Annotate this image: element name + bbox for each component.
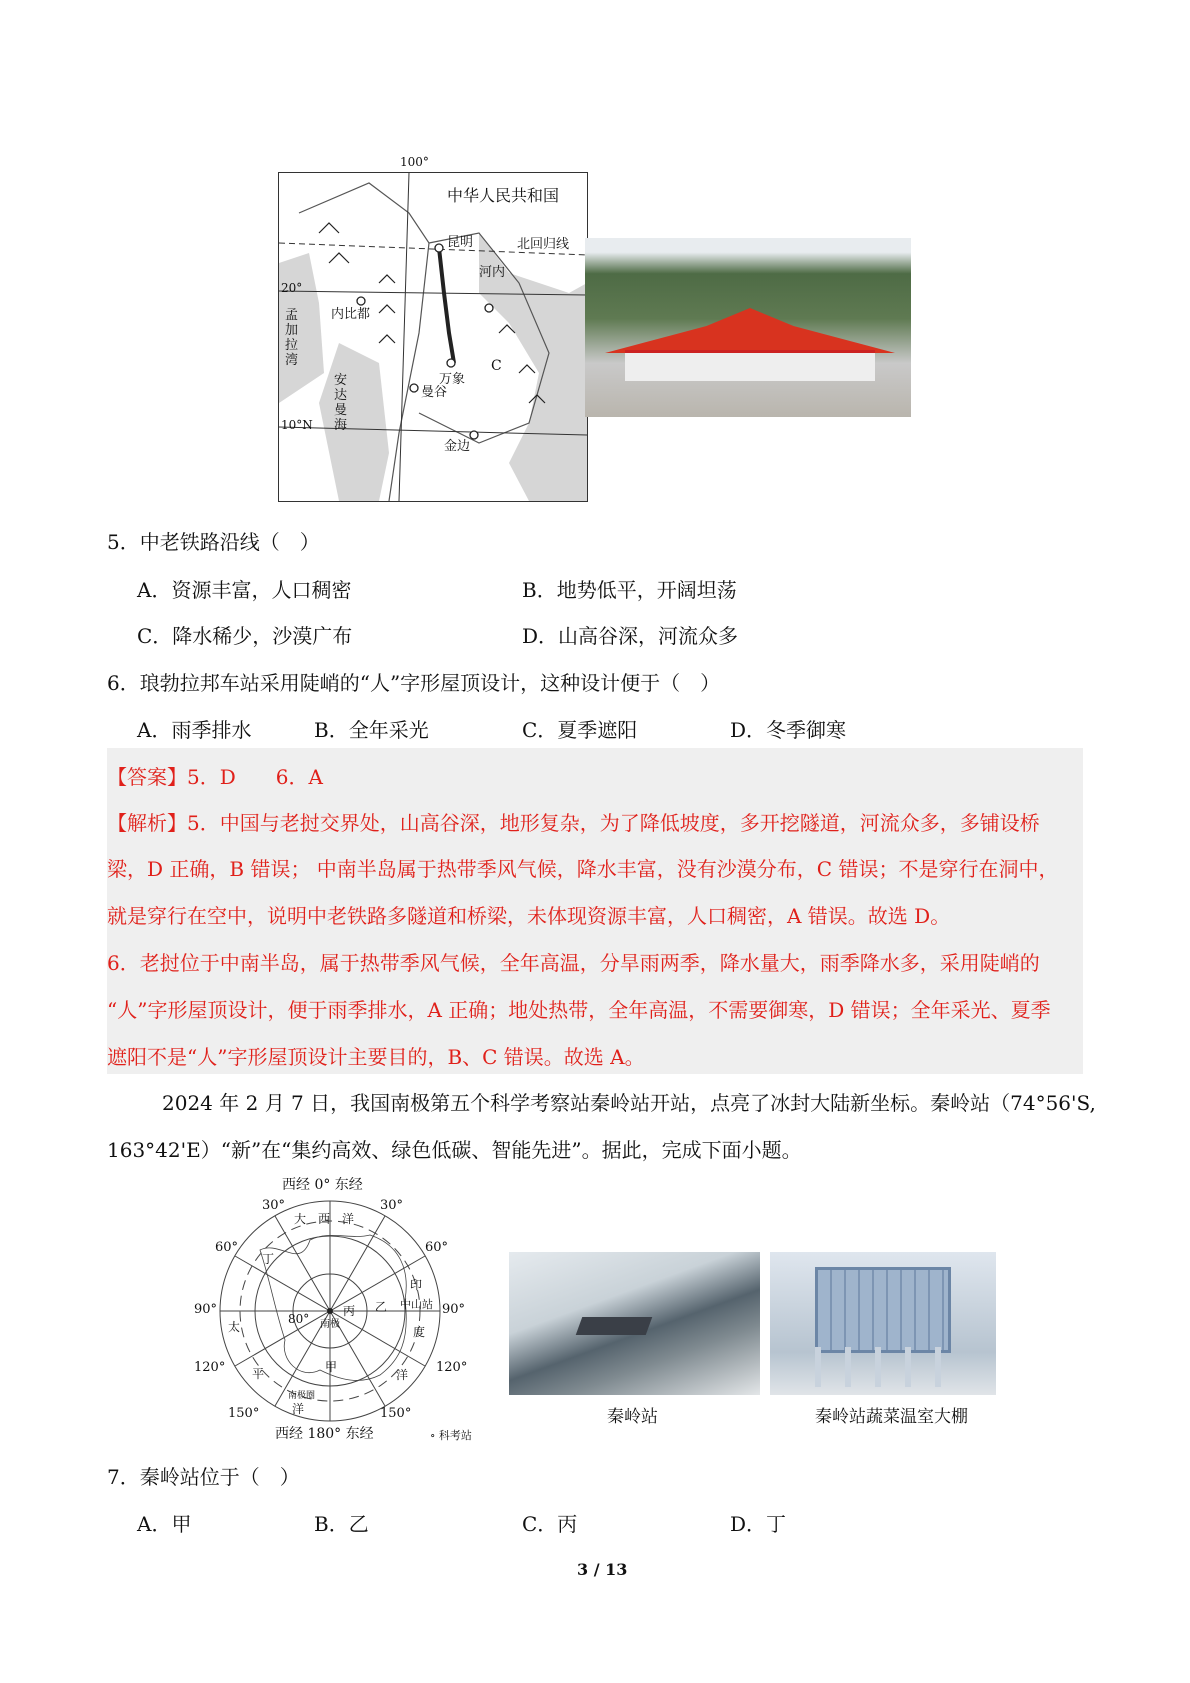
country-label: 中华人民共和国 <box>447 186 560 205</box>
luang-prabang-station-photo <box>585 238 911 417</box>
question-6: 6．琅勃拉邦车站采用陡峭的“人”字形屋顶设计，这种设计便于（ ） <box>107 671 721 695</box>
option-c: C．丙 <box>522 1512 578 1536</box>
legend-station: ∘ 科考站 <box>430 1429 472 1442</box>
ocean-label: 印 <box>410 1278 423 1292</box>
analysis-line: 就是穿行在空中，说明中老铁路多隧道和桥梁，未体现资源丰富，人口稠密，A 错误。故选 D。 <box>107 904 951 928</box>
south-pole-label: 南极 <box>320 1319 340 1330</box>
degree-label: 60° <box>215 1240 239 1255</box>
antarctica-polar-map <box>194 1177 490 1442</box>
analysis-line: 【解析】5．中国与老挝交界处，山高谷深，地形复杂，为了降低坡度，多开挖隧道，河流众多，多铺设桥 <box>107 811 1040 835</box>
lat-label: 10°N <box>281 418 313 432</box>
option-c: C．夏季遮阳 <box>522 718 638 742</box>
degree-label: 90° <box>194 1302 218 1317</box>
option-b: B．地势低平，开阔坦荡 <box>522 578 737 602</box>
analysis-line: 梁，D 正确，B 错误； 中南半岛属于热带季风气候，降水丰富，没有沙漠分布，C 错误；不是穿行在洞中， <box>107 857 1059 881</box>
option-b: B．乙 <box>314 1512 369 1536</box>
degree-label: 120° <box>436 1360 468 1375</box>
city-label: 万象 <box>439 372 466 387</box>
option-c: C．降水稀少，沙漠广布 <box>137 624 353 648</box>
indochina-railway-map <box>278 172 588 502</box>
photo-caption: 秦岭站 <box>607 1407 658 1427</box>
option-a: A．资源丰富，人口稠密 <box>137 578 352 602</box>
point-c-label: C <box>491 358 502 374</box>
city-label: 内比都 <box>331 307 371 322</box>
degree-label: 30° <box>262 1198 286 1213</box>
option-a: A．甲 <box>137 1512 192 1536</box>
analysis-line: 遮阳不是“人”字形屋顶设计主要目的，B、C 错误。故选 A。 <box>107 1045 645 1069</box>
analysis-line: 6．老挝位于中南半岛，属于热带季风气候，全年高温，分旱雨两季，降水量大，雨季降水多，采用陡峭的 <box>107 951 1040 975</box>
lon-label: 100° <box>400 155 429 169</box>
polar-bottom-label: 西经 180° 东经 <box>275 1426 374 1442</box>
ocean-label: 西 <box>318 1212 331 1226</box>
tropic-label: 北回归线 <box>517 237 570 252</box>
photo-caption: 秦岭站蔬菜温室大棚 <box>815 1407 968 1427</box>
intro-line: 2024 年 2 月 7 日，我国南极第五个科学考察站秦岭站开站，点亮了冰封大陆新坐标。秦岭站（74°56'S, <box>162 1091 1096 1115</box>
sea-label: 孟加拉湾 <box>285 308 299 368</box>
degree-label: 90° <box>442 1302 466 1317</box>
degree-label: 120° <box>194 1360 226 1375</box>
sea-label: 安达曼海 <box>334 373 348 433</box>
answer-line: 【答案】5．D 6．A <box>107 765 323 789</box>
degree-label: 30° <box>380 1198 404 1213</box>
ocean-label: 平 <box>252 1367 265 1381</box>
point-bing: 丙 <box>343 1304 356 1318</box>
degree-label: 80° <box>288 1312 310 1326</box>
option-a: A．雨季排水 <box>137 718 252 742</box>
analysis-line: “人”字形屋顶设计，便于雨季排水，A 正确；地处热带，全年高温，不需要御寒，D 错误；全年采光、夏季 <box>107 998 1051 1022</box>
point-yi: 乙 <box>375 1300 388 1314</box>
greenhouse-photo <box>770 1252 996 1395</box>
lat-label: 20° <box>281 281 303 295</box>
degree-label: 150° <box>380 1406 412 1421</box>
ocean-label: 洋 <box>292 1402 305 1416</box>
ocean-label: 太 <box>228 1320 241 1334</box>
zhongshan-station-label: 中山站 <box>400 1298 433 1311</box>
city-label: 金边 <box>444 439 471 454</box>
ocean-label: 洋 <box>396 1368 409 1382</box>
intro-line: 163°42'E）“新”在“集约高效、绿色低碳、智能先进”。据此，完成下面小题。 <box>107 1138 802 1162</box>
ocean-label: 洋 <box>342 1212 355 1226</box>
question-5: 5．中老铁路沿线（ ） <box>107 530 320 554</box>
question-7: 7．秦岭站位于（ ） <box>107 1465 300 1489</box>
option-d: D．丁 <box>730 1512 787 1536</box>
point-jia: 甲 <box>325 1360 338 1374</box>
option-b: B．全年采光 <box>314 718 429 742</box>
option-d: D．冬季御寒 <box>730 718 847 742</box>
page-number: 3 / 13 <box>577 1560 628 1579</box>
degree-label: 150° <box>228 1406 260 1421</box>
city-label: 昆明 <box>447 235 474 250</box>
point-ding: 丁 <box>262 1252 275 1266</box>
degree-label: 60° <box>425 1240 449 1255</box>
polar-top-label: 西经 0° 东经 <box>282 1177 363 1193</box>
antarctic-circle-label: 南极圈 <box>288 1391 316 1401</box>
ocean-label: 度 <box>413 1325 426 1339</box>
qinling-station-photo <box>509 1252 760 1395</box>
city-label: 曼谷 <box>421 385 448 400</box>
ocean-label: 大 <box>294 1212 307 1226</box>
option-d: D．山高谷深，河流众多 <box>522 624 739 648</box>
city-label: 河内 <box>479 265 506 280</box>
